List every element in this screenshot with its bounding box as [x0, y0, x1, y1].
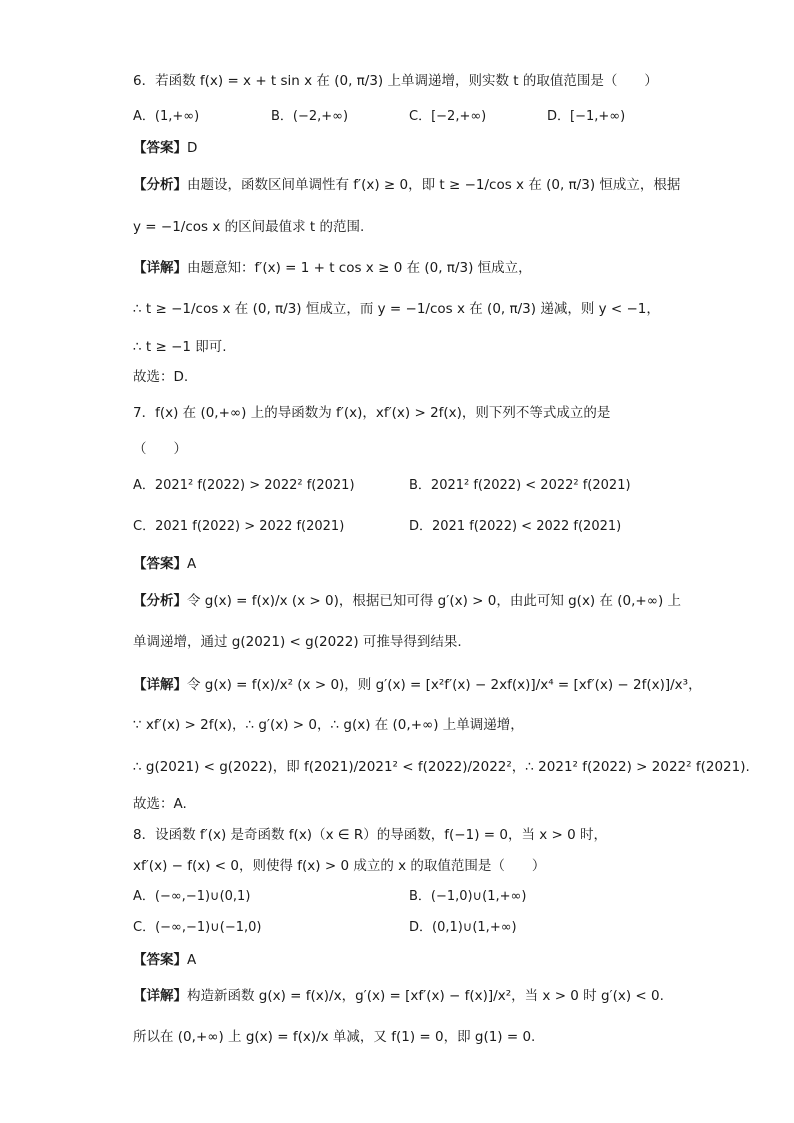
- problem-7-detail-line-3: ∴ g(2021) < g(2022)，即 f(2021)/2021² < f(2022)/2022²，∴ 2021² f(2022) > 2022² f(2021).: [133, 759, 750, 775]
- problem-6-analysis-line-2: y = −1/cos x 的区间最值求 t 的范围.: [133, 219, 365, 235]
- problem-8-option-a: A．(−∞,−1)∪(0,1): [133, 889, 251, 904]
- problem-6-detail-line-2: ∴ t ≥ −1/cos x 在 (0, π/3) 恒成立，而 y = −1/cos x 在 (0, π/3) 递减，则 y < −1，: [133, 301, 660, 317]
- problem-6-detail-line-3: ∴ t ≥ −1 即可.: [133, 339, 227, 355]
- problem-8-option-c: C．(−∞,−1)∪(−1,0): [133, 920, 262, 935]
- problem-6-option-c: C．[−2,+∞): [409, 109, 487, 124]
- problem-7-option-c: C．2021 f(2022) > 2022 f(2021): [133, 519, 345, 534]
- problem-6-detail-line-1: 【详解】由题意知：f′(x) = 1 + t cos x ≥ 0 在 (0, π/3) 恒成立，: [133, 260, 532, 276]
- answer-value: D: [187, 140, 198, 156]
- problem-7-detail-line-2: ∵ xf′(x) > 2f(x)，∴ g′(x) > 0，∴ g(x) 在 (0,+∞) 上单调递增，: [133, 717, 524, 733]
- analysis-label: 【分析】: [133, 177, 187, 193]
- answer-label: 【答案】: [133, 556, 187, 572]
- problem-8-stem-cont: xf′(x) − f(x) < 0，则使得 f(x) > 0 成立的 x 的取值范围是（ ）: [133, 858, 546, 874]
- problem-6-conclusion: 故选：D.: [133, 369, 189, 385]
- problem-6-answer: [133, 139, 197, 157]
- problem-8-detail-line-2: 所以在 (0,+∞) 上 g(x) = f(x)/x 单减，又 f(1) = 0，即 g(1) = 0.: [133, 1029, 536, 1045]
- problem-8-stem: 8．设函数 f′(x) 是奇函数 f(x)（x ∈ R）的导函数，f(−1) = 0，当 x > 0 时，: [133, 827, 608, 843]
- answer-value: A: [187, 556, 197, 572]
- problem-7-option-d: D．2021 f(2022) < 2022 f(2021): [409, 519, 622, 534]
- problem-7-option-a: A．2021² f(2022) > 2022² f(2021): [133, 478, 355, 493]
- detail-label: 【详解】: [133, 260, 187, 276]
- problem-8-option-b: B．(−1,0)∪(1,+∞): [409, 889, 527, 904]
- detail-label: 【详解】: [133, 988, 187, 1004]
- problem-6-option-d: D．[−1,+∞): [547, 109, 626, 124]
- detail-label: 【详解】: [133, 677, 187, 693]
- answer-value: A: [187, 952, 197, 968]
- problem-7-stem-cont: （ ）: [133, 441, 187, 457]
- problem-7-analysis-line-1: 【分析】令 g(x) = f(x)/x (x > 0)，根据已知可得 g′(x) > 0，由此可知 g(x) 在 (0,+∞) 上: [133, 593, 682, 609]
- analysis-label: 【分析】: [133, 593, 187, 609]
- problem-8-detail-line-1: 【详解】构造新函数 g(x) = f(x)/x，g′(x) = [xf′(x) − f(x)]/x²，当 x > 0 时 g′(x) < 0.: [133, 988, 664, 1004]
- problem-8-option-d: D．(0,1)∪(1,+∞): [409, 920, 517, 935]
- problem-7-answer: [133, 555, 196, 573]
- problem-7-detail-line-1: 【详解】令 g(x) = f(x)/x² (x > 0)，则 g′(x) = [x²f′(x) − 2xf(x)]/x⁴ = [xf′(x) − 2f(x)]/x³，: [133, 677, 702, 693]
- problem-6-stem: 6．若函数 f(x) = x + t sin x 在 (0, π/3) 上单调递增，则实数 t 的取值范围是（ ）: [133, 73, 658, 89]
- answer-label: 【答案】: [133, 952, 187, 968]
- problem-7-conclusion: 故选：A.: [133, 796, 187, 812]
- problem-7-analysis-line-2: 单调递增，通过 g(2021) < g(2022) 可推导得到结果.: [133, 634, 462, 650]
- problem-8-answer: [133, 951, 196, 969]
- problem-6-option-a: A．(1,+∞): [133, 109, 200, 124]
- problem-6-analysis-line-1: 【分析】由题设，函数区间单调性有 f′(x) ≥ 0，即 t ≥ −1/cos x 在 (0, π/3) 恒成立，根据: [133, 177, 681, 193]
- answer-label: 【答案】: [133, 140, 187, 156]
- problem-6-option-b: B．(−2,+∞): [271, 109, 349, 124]
- problem-7-stem: 7．f(x) 在 (0,+∞) 上的导函数为 f′(x)，xf′(x) > 2f(x)，则下列不等式成立的是: [133, 405, 611, 421]
- problem-7-option-b: B．2021² f(2022) < 2022² f(2021): [409, 478, 631, 493]
